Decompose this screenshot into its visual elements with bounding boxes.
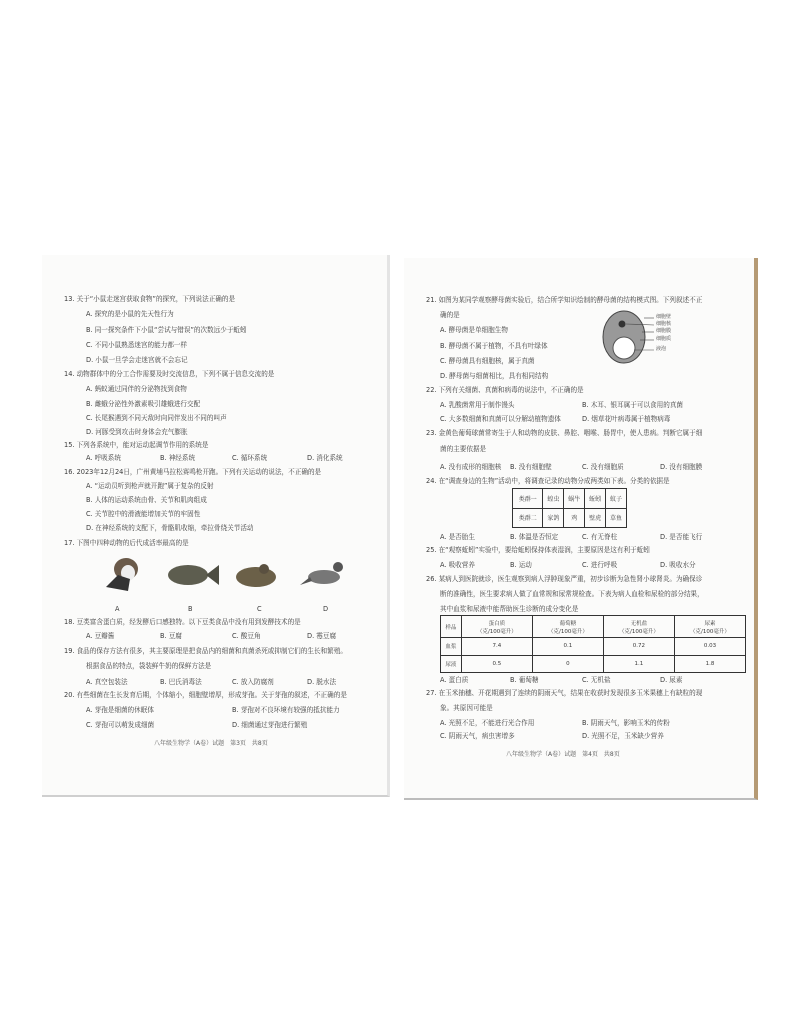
option: C. 放入防腐剂 (232, 678, 274, 686)
option: A. 光照不足，不能进行光合作用 (440, 719, 535, 727)
option: B. 豆腐 (160, 632, 182, 640)
question-13: 13. 关于“小鼠走迷宫获取食物”的探究，下列说法正确的是 (64, 295, 236, 303)
question-26-cont: 断的准确性，医生要求病人做了血常规和尿常规检查。下表为病人血检和尿检的部分结果， (440, 590, 704, 598)
table-cell: 蝗虫 (543, 489, 564, 509)
option: A. 酵母菌是单细胞生物 (440, 326, 508, 334)
option: B. 人体的运动系统由骨、关节和肌肉组成 (86, 496, 207, 504)
question-16: 16. 2023年12月24日，广州黄埔马拉松赛鸣枪开跑。下列有关运动的说法，不正确的是 (64, 468, 322, 476)
table-cell: 血浆 (441, 638, 462, 656)
option: A. 蚂蚁通过同伴的分泌物找到食物 (86, 385, 187, 393)
option: B. 同一探究条件下小鼠“尝试与错误”的次数远少于蚯蚓 (86, 326, 247, 334)
table-cell: 蜗牛 (564, 489, 585, 509)
table-cell: 0.03 (674, 638, 745, 656)
toad-image (234, 553, 280, 593)
option: A. 探究的是小鼠的先天性行为 (86, 310, 174, 318)
option: B. 阴雨天气，影响玉米的传粉 (582, 719, 670, 727)
question-22: 22. 下列有关细菌、真菌和病毒的说法中，不正确的是 (426, 386, 584, 394)
pigeon-image (300, 553, 346, 593)
fish-image (164, 553, 220, 593)
question-20: 20. 有些细菌在生长发育后期，个体缩小，细胞壁增厚，形成芽孢。关于芽孢的叙述，不正确的是 (64, 691, 347, 699)
table-cell: 7.4 (461, 638, 532, 656)
page-footer: 八年级生物学（A卷）试题 第4页 共8页 (506, 751, 620, 758)
table-cell: 鸡 (564, 508, 585, 528)
question-19-cont: 根据食品的特点，袋装鲜牛奶的保鲜方法是 (86, 662, 212, 670)
table-cell: 1.1 (603, 655, 674, 673)
table-cell: 类群一 (513, 489, 543, 509)
option: C. 无机盐 (582, 676, 611, 684)
option: A. “运动员听到枪声就开跑”属于复杂的反射 (86, 482, 214, 490)
option: C. 不同小鼠熟悉迷宫的能力都一样 (86, 341, 188, 349)
question-15: 15. 下列各系统中，能对运动起调节作用的系统是 (64, 441, 209, 449)
option: B. 酵母菌不属于植物，不具有叶绿体 (440, 342, 548, 350)
option: C. 没有细胞质 (582, 463, 624, 471)
diagram-label: 细胞壁 (656, 314, 672, 320)
option: A. 是否胎生 (440, 533, 475, 541)
table-cell: 蚊子 (606, 489, 627, 509)
question-21-cont: 确的是 (440, 311, 460, 319)
option: D. 尿素 (660, 676, 683, 684)
question-14: 14. 动物群体中的分工合作需要及时交流信息，下列不属于信息交流的是 (64, 370, 275, 378)
option: D. 在神经系统的支配下，骨骼肌收缩，牵拉骨绕关节活动 (86, 524, 254, 532)
table-cell: 1.8 (674, 655, 745, 673)
table-cell: 草鱼 (606, 508, 627, 528)
table-cell: 尿液 (441, 655, 462, 673)
option: A. 呼吸系统 (86, 454, 121, 462)
image-label: A (115, 605, 120, 613)
table-header: 样品 (441, 616, 462, 638)
question-26-cont: 其中血浆和尿液中能帮助医生诊断的成分变化是 (440, 605, 579, 613)
diagram-label: 液泡 (656, 346, 667, 352)
table-cell: 壁虎 (585, 508, 606, 528)
animal-classification-table (512, 488, 627, 528)
table-header: 无机盐 （克/100毫升） (603, 616, 674, 638)
diagram-label: 细胞质 (656, 336, 672, 342)
table-cell: 0 (532, 655, 603, 673)
option: A. 没有成形的细胞核 (440, 463, 502, 471)
option: C. 酸豆角 (232, 632, 261, 640)
option: D. 脱水法 (307, 678, 337, 686)
option: C. 长尾猴遇到不同天敌时向同伴发出不同的叫声 (86, 414, 227, 422)
option: C. 酵母菌具有细胞核，属于真菌 (440, 357, 535, 365)
option: B. 雌蛾分泌性外激素吸引雄蛾进行交配 (86, 400, 201, 408)
option: D. 是否能飞行 (660, 533, 703, 541)
option: D. 霉豆腐 (307, 632, 337, 640)
question-19: 19. 食品的保存方法有很多，其主要原理是把食品内的细菌和真菌杀死或抑制它们的生长和繁殖。 (64, 647, 347, 655)
option: A. 芽孢是细菌的休眠体 (86, 706, 154, 714)
question-17: 17. 下图中四种动物的后代成活率最高的是 (64, 539, 189, 547)
question-24: 24. 在“调查身边的生物”活动中，将调查记录的动物分成两类如下表。分类的依据是 (426, 477, 670, 485)
option: D. 河豚受到攻击时身体会充气膨胀 (86, 428, 188, 436)
table-header: 蛋白质 （克/100毫升） (461, 616, 532, 638)
option: B. 葡萄糖 (510, 676, 539, 684)
question-23: 23. 金黄色葡萄球菌常寄生于人和动物的皮肤、鼻腔、咽喉、肠胃中，使人患病。判断它属于细 (426, 429, 703, 437)
question-18: 18. 豆类富含蛋白质，经发酵后口感独特。以下豆类食品中没有用到发酵技术的是 (64, 618, 301, 626)
diagram-label: 细胞核 (656, 321, 672, 327)
option: C. 芽孢可以萌发成细菌 (86, 721, 155, 729)
question-23-cont: 菌的主要依据是 (440, 445, 487, 453)
question-21: 21. 如图为某同学观察酵母菌实验后，结合所学知识绘制的酵母菌的结构模式图。下列叙述不正 (426, 296, 703, 304)
table-header: 葡萄糖 （克/100毫升） (532, 616, 603, 638)
question-27: 27. 在玉米抽穗、开花期遇到了连续的阴雨天气，结果在收获时发现很多玉米果穗上有缺粒的现 (426, 689, 703, 697)
option: A. 豆瓣酱 (86, 632, 115, 640)
option: B. 巴氏消毒法 (160, 678, 202, 686)
diagram-label: 细胞膜 (656, 328, 672, 334)
question-25: 25. 在“观察蚯蚓”实验中，要给蚯蚓保持体表湿润，主要原因是这有利于蚯蚓 (426, 546, 650, 554)
option: B. 没有细胞壁 (510, 463, 552, 471)
exam-page-4 (404, 258, 758, 800)
exam-page-3 (42, 255, 390, 797)
option: D. 细菌通过芽孢进行繁殖 (232, 721, 308, 729)
question-27-cont: 象。其原因可能是 (440, 704, 493, 712)
option: B. 木耳、银耳属于可以食用的真菌 (582, 401, 684, 409)
option: A. 乳酸菌常用于制作馒头 (440, 401, 515, 409)
option: D. 消化系统 (307, 454, 343, 462)
option: C. 关节腔中的滑液能增加关节的牢固性 (86, 510, 201, 518)
option: B. 神经系统 (160, 454, 196, 462)
image-label: D (323, 605, 329, 613)
option: D. 吸收水分 (660, 561, 696, 569)
image-label: B (188, 605, 193, 613)
image-label: C (257, 605, 262, 613)
option: C. 循环系统 (232, 454, 268, 462)
table-cell: 0.5 (461, 655, 532, 673)
option: B. 芽孢对不良环境有较强的抵抗能力 (232, 706, 340, 714)
option: A. 真空包装法 (86, 678, 128, 686)
option: D. 烟草花叶病毒属于植物病毒 (582, 415, 671, 423)
option: D. 酵母菌与细菌相比，具有相同结构 (440, 372, 549, 380)
table-cell: 0.72 (603, 638, 674, 656)
table-cell: 类群二 (513, 508, 543, 528)
table-header: 尿素 （克/100毫升） (674, 616, 745, 638)
option: C. 有无脊柱 (582, 533, 618, 541)
option: A. 吸收营养 (440, 561, 475, 569)
test-results-table (440, 615, 746, 673)
option: D. 没有细胞膜 (660, 463, 703, 471)
dog-image (100, 553, 146, 593)
option: A. 蛋白质 (440, 676, 469, 684)
option: C. 阴雨天气，病虫害增多 (440, 732, 515, 740)
option: B. 体温是否恒定 (510, 533, 559, 541)
page-footer: 八年级生物学（A卷）试题 第3页 共8页 (154, 740, 268, 747)
table-cell: 0.1 (532, 638, 603, 656)
option: D. 小鼠一旦学会走迷宫就不会忘记 (86, 356, 188, 364)
option: B. 运动 (510, 561, 532, 569)
question-26: 26. 某病人到医院就诊，医生观察到病人浮肿现象严重，初步诊断为急性肾小球肾炎。为确保诊 (426, 575, 703, 583)
option: C. 进行呼吸 (582, 561, 618, 569)
option: C. 大多数细菌和真菌可以分解动植物遗体 (440, 415, 561, 423)
table-cell: 家鸽 (543, 508, 564, 528)
table-cell: 蚯蚓 (585, 489, 606, 509)
option: D. 光照不足，玉米缺少营养 (582, 732, 664, 740)
